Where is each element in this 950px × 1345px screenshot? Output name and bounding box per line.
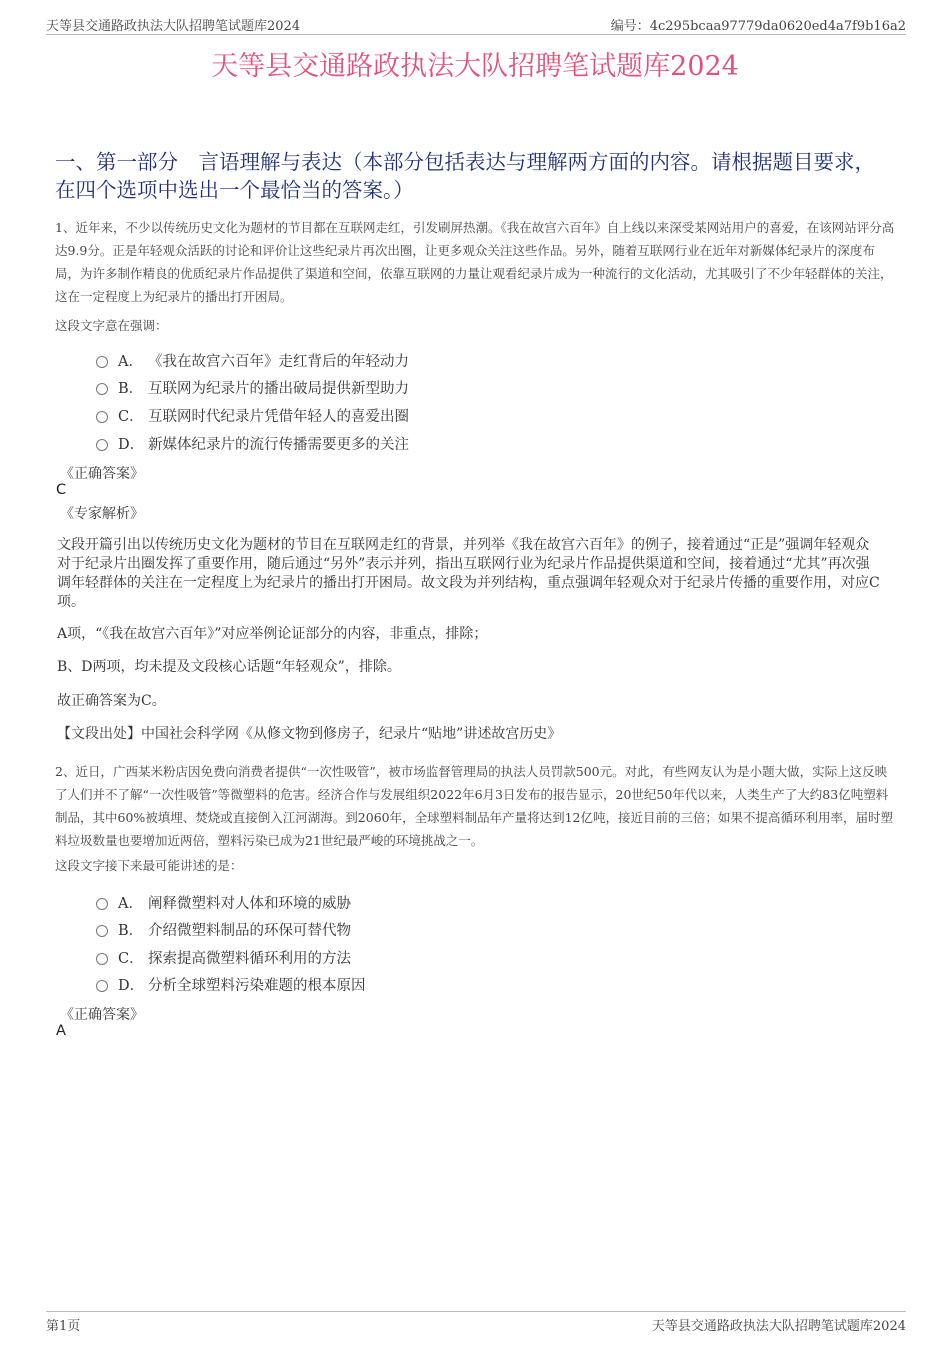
question-2-prompt: 这段文字接下来最可能讲述的是： — [55, 858, 243, 873]
question-1-text: 1、近年来，不少以传统历史文化为题材的节目都在互联网走红，引发刷屏热潮。《我在故宫六百年》自上线以来深受某网站用户的喜爱，在该网站评分高达9.9分。正是年轻观众活跃的讨论和评价让这些纪录片再次出圈，让更多观众关注这些作品。另外，随着互联网行业在近年对新媒体纪录片的深度布局，为许多制作精良的优质纪录片作品提供了渠道和空间，依靠互联网的力量让观看纪录片成为一种流行的文化活动，尤其吸引了不少年轻群体的关注，这在一定程度上为纪录片的播出打开困局。 — [55, 220, 895, 304]
question-2-option-a[interactable]: A． 阐释微塑料对人体和环境的威胁 — [96, 892, 351, 913]
question-2-option-b[interactable]: B． 介绍微塑料制品的环保可替代物 — [96, 919, 351, 940]
radio-icon[interactable] — [96, 898, 108, 910]
footer-divider — [46, 1311, 906, 1312]
question-1-analysis-option-bd: B、D两项，均未提及文段核心话题“年轻观众”，排除。 — [57, 659, 401, 675]
header-doc-id: 编号：4c295bcaa97779da0620ed4a7f9b16a2 — [610, 19, 906, 34]
radio-icon[interactable] — [96, 925, 108, 937]
document-title: 天等县交通路政执法大队招聘笔试题库2024 — [211, 51, 739, 82]
question-1-answer-label: 《正确答案》 — [60, 466, 144, 482]
radio-icon[interactable] — [96, 383, 108, 395]
question-1-analysis-label: 《专家解析》 — [60, 506, 144, 522]
question-1-analysis-option-a: A项，“《我在故宫六百年》”对应举例论证部分的内容，非重点，排除； — [57, 626, 488, 642]
radio-icon[interactable] — [96, 356, 108, 368]
question-1-prompt: 这段文字意在强调： — [55, 318, 168, 333]
question-1-option-b[interactable]: B． 互联网为纪录片的播出破局提供新型助力 — [96, 377, 409, 398]
question-1-option-a[interactable]: A． 《我在故宫六百年》走红背后的年轻动力 — [96, 350, 409, 371]
section-heading: 一、第一部分 言语理解与表达（本部分包括表达与理解两方面的内容。请根据题目要求，在四个选项中选出一个最恰当的答案。） — [55, 150, 875, 202]
question-2-answer: A — [56, 1023, 66, 1039]
footer-page-number: 第1页 — [46, 1319, 81, 1334]
footer-doc-name: 天等县交通路政执法大队招聘笔试题库2024 — [651, 1319, 906, 1334]
radio-icon[interactable] — [96, 953, 108, 965]
question-2-option-d[interactable]: D． 分析全球塑料污染难题的根本原因 — [96, 974, 366, 995]
radio-icon[interactable] — [96, 439, 108, 451]
question-2-option-c[interactable]: C． 探索提高微塑料循环利用的方法 — [96, 947, 351, 968]
header-doc-name: 天等县交通路政执法大队招聘笔试题库2024 — [46, 19, 301, 34]
question-2-answer-label: 《正确答案》 — [60, 1007, 144, 1023]
question-1-analysis-paragraph: 文段开篇引出以传统历史文化为题材的节目在互联网走红的背景，并列举《我在故宫六百年》的例子，接着通过“正是”强调年轻观众对于纪录片出圈发挥了重要作用，随后通过“另外”表示并列，指出互联网行业为纪录片作品提供渠道和空间，接着通过“尤其”再次强调年轻群体的关注在一定程度上为纪录片的播出打开困局。故文段为并列结构，重点强调年轻观众对于纪录片传播的重要作用，对应C项。 — [57, 537, 880, 610]
question-1-source: 【文段出处】中国社会科学网《从修文物到修房子，纪录片“贴地”讲述故宫历史》 — [57, 726, 562, 742]
header-divider — [46, 34, 906, 35]
radio-icon[interactable] — [96, 980, 108, 992]
question-1-analysis-conclusion: 故正确答案为C。 — [57, 693, 166, 709]
question-1-answer: C — [56, 482, 67, 498]
question-2-text: 2、近日，广西某米粉店因免费向消费者提供“一次性吸管”，被市场监督管理局的执法人员罚款500元。对此，有些网友认为是小题大做，实际上这反映了人们并不了解“一次性吸管”等微塑料的危害。经济合作与发展组织2022年6月3日发布的报告显示，20世纪50年代以来，人类生产了大约83亿吨塑料制品，其中60%被填埋、焚烧或直接倒入江河湖海。到2060年，全球塑料制品年产量将达到12亿吨，接近目前的三倍；如果不提高循环利用率，届时塑料垃圾数量也要增加近两倍，塑料污染已成为21世纪最严峻的环境挑战之一。 — [55, 764, 894, 848]
question-1-option-d[interactable]: D． 新媒体纪录片的流行传播需要更多的关注 — [96, 433, 409, 454]
radio-icon[interactable] — [96, 411, 108, 423]
question-1-option-c[interactable]: C． 互联网时代纪录片凭借年轻人的喜爱出圈 — [96, 405, 409, 426]
